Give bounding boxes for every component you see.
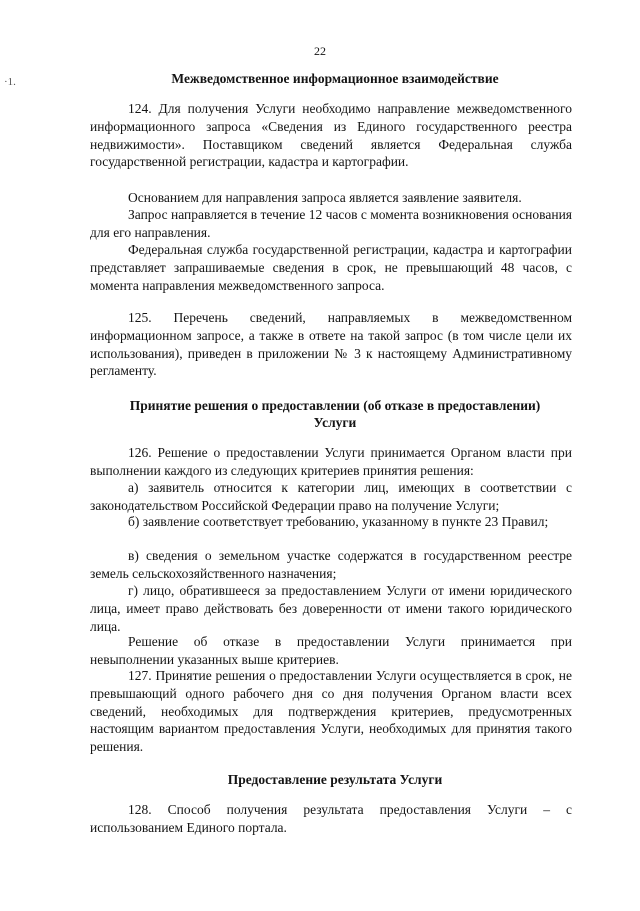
paragraph-basis: Основанием для направления запроса является заявление заявителя. — [128, 190, 522, 205]
paragraph-128: 128. Способ получения результата предоставления Услуги – с использованием Единого портала. — [90, 802, 572, 835]
criterion-v: в) сведения о земельном участке содержатся в государственном реестре земель сельскохозяйственного назначения; — [90, 548, 572, 581]
paragraph-125: 125. Перечень сведений, направляемых в межведомственном информационном запросе, а также в ответе на такой запрос (в том числе цели их использования), приведен в приложении № 3 к настоящему Административному регламенту. — [90, 310, 572, 379]
section-title-decision-line2: Услуги — [313, 415, 357, 430]
paragraph-124: 124. Для получения Услуги необходимо направление межведомственного информационного запроса «Сведения из Единого государственного реестра недвижимости». Поставщиком сведений является Федеральная служба государственной регистрации, кадастра и картографии. — [90, 101, 572, 170]
paragraph-refusal: Решение об отказе в предоставлении Услуги принимается при невыполнении указанных выше критериев. — [90, 634, 572, 667]
section-title-decision — [90, 397, 580, 431]
paragraph-response: Федеральная служба государственной регистрации, кадастра и картографии представляет запрашиваемые сведения в срок, не превышающий 48 часов, с момента направления межведомственного запроса. — [90, 242, 572, 293]
margin-mark: ·1. — [4, 76, 16, 88]
paragraph-127: 127. Принятие решения о предоставлении Услуги осуществляется в срок, не превышающий одного рабочего дня со дня получения Органом власти всех сведений, необходимых для подтверждения критериев, предусмотренных настоящим вариантом предоставления Услуги, необходимых для принятия такого решения. — [90, 668, 572, 755]
section-title-result: Предоставление результата Услуги — [227, 772, 443, 787]
criterion-g: г) лицо, обратившееся за предоставлением Услуги от имени юридического лица, имеет право действовать без доверенности от имени такого юридического лица. — [90, 583, 572, 634]
paragraph-timing: Запрос направляется в течение 12 часов с момента возникновения основания для его направления. — [90, 207, 572, 240]
section-title-interagency: Межведомственное информационное взаимодействие — [171, 71, 499, 86]
section-title-decision-line1: Принятие решения о предоставлении (об отказе в предоставлении) — [129, 398, 541, 413]
paragraph-126: 126. Решение о предоставлении Услуги принимается Органом власти при выполнении каждого из следующих критериев принятия решения: — [90, 445, 572, 478]
criterion-a: а) заявитель относится к категории лиц, имеющих в соответствии с законодательством Российской Федерации право на получение Услуги; — [90, 480, 572, 513]
criterion-b: б) заявление соответствует требованию, указанному в пункте 23 Правил; — [128, 514, 549, 529]
page-number: 22 — [314, 44, 326, 58]
